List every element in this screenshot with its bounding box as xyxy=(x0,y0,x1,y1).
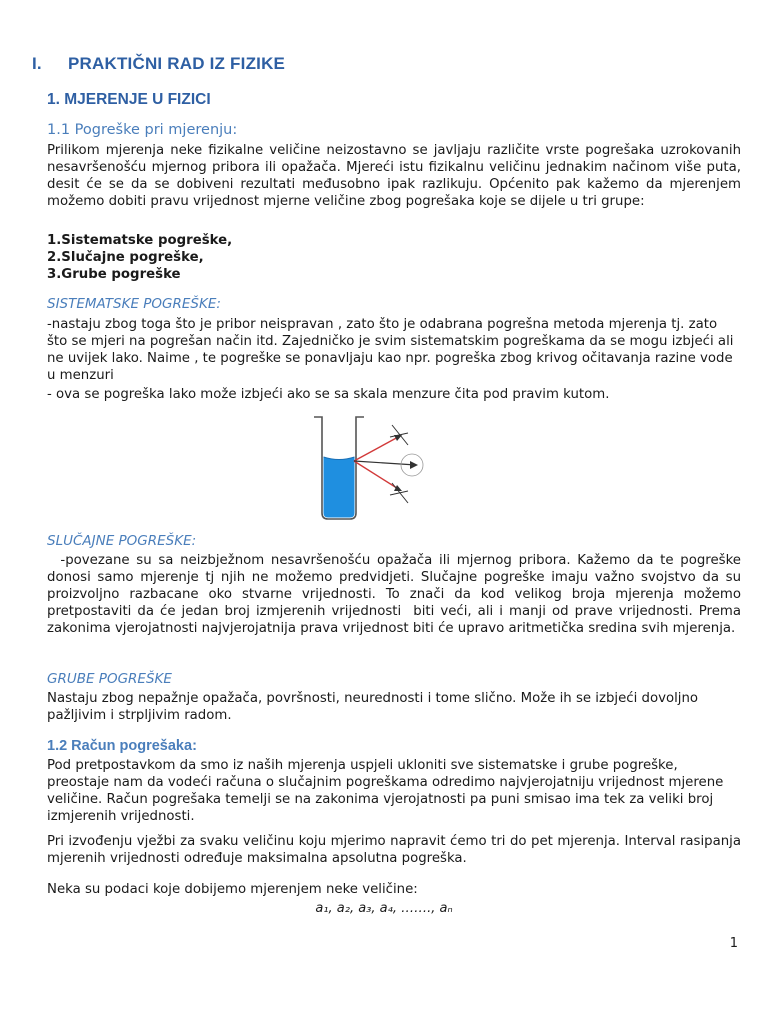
random-title: SLUČAJNE POGREŠKE: xyxy=(47,533,197,549)
graduated-cylinder-figure xyxy=(304,413,426,523)
section-title-1-2: 1.2 Račun pogrešaka: xyxy=(47,738,197,754)
error-groups-list xyxy=(47,232,232,283)
chapter-title: PRAKTIČNI RAD IZ FIZIKE xyxy=(68,54,286,73)
calc-paragraph-3: Neka su podaci koje dobijemo mjerenjem neke veličine: xyxy=(47,882,418,897)
measurement-sequence: a₁, a₂, a₃, a₄, ……., aₙ xyxy=(315,901,453,916)
chapter-number: I. xyxy=(32,54,42,73)
calc-paragraph-2: Pri izvođenju vježbi za svaku veličinu koju mjerimo napravit ćemo tri do pet mjerenja. Interval rasipanja mjerenih vrijednosti određuje maksimalna apsolutna pogreška. xyxy=(47,834,741,866)
chapter-heading xyxy=(32,54,285,74)
systematic-title: SISTEMATSKE POGREŠKE: xyxy=(47,296,221,312)
gross-title: GRUBE POGREŠKE xyxy=(47,671,172,687)
page-number: 1 xyxy=(729,936,738,951)
sight-line-correct xyxy=(354,461,416,465)
section-title-1: 1. MJERENJE U FIZICI xyxy=(47,91,211,108)
systematic-paragraph: -nastaju zbog toga što je pribor neispravan , zato što je odabrana pogrešna metoda mjerenja tj. zato što se mjeri na pogrešan način itd. Zajedničko je svim sistematskim pogreškama da se mogu izbjeći ali ne uvijek lako. Naime , te pogreške se ponavljaju kao npr. pogreška zbog krivog očitavanja razine vode u menzuri xyxy=(47,317,734,383)
list-item: 2.Slučajne pogreške, xyxy=(47,250,204,265)
calc-paragraph-1: Pod pretpostavkom da smo iz naših mjerenja uspjeli ukloniti sve sistematske i grube pogreške, preostaje nam da vodeći računa o slučajnim pogreškama odredimo najvjerojatniju vrijednost mjerene veličine. Račun pogrešaka temelji se na zakonima vjerojatnosti pa puni smisao ima tek za veliki broj izmjerenih vrijednosti. xyxy=(47,758,724,824)
arrow-head xyxy=(410,461,418,469)
list-item: 3.Grube pogreške xyxy=(47,267,181,282)
random-paragraph: -povezane su sa neizbježnom nesavršenošću opažača ili mjernog pribora. Kažemo da te pogreške donosi samo mjerenje tj njih ne možemo predvidjeti. Slučajne pogreške imaju važno svojstvo da su proizvoljno razbacane oko stvarne vrijednosti. To znači da kod velikog broja mjerenja možemo pretpostaviti da će jedan broj izmjerenih vrijednosti biti veći, ali i manji od prave vrijednosti. Prema zakonima vjerojatnosti najvjerojatnija prava vrijednost biti će upravo aritmetička sredina svih mjerenja. xyxy=(47,553,746,636)
intro-paragraph: Prilikom mjerenja neke fizikalne veličine neizostavno se javljaju različite vrste pogrešaka uzrokovanih nesavršenošću mjernog pribora ili opažača. Mjereći istu fizikalnu veličinu jednakim načinom više puta, desit će se da se dobiveni rezultati međusobno ipak razlikuju. Općenito pak kažemo da mjerenjem možemo dobiti pravu vrijednost mjerne veličine zbog pogrešaka koje se dijele u tri grupe: xyxy=(47,143,741,209)
section-title-1-1: 1.1 Pogreške pri mjerenju: xyxy=(47,122,238,138)
list-item: 1.Sistematske pogreške, xyxy=(47,233,233,248)
sight-line-high xyxy=(354,436,400,461)
sight-line-low xyxy=(354,461,400,490)
water-fill xyxy=(324,457,355,518)
systematic-note: - ova se pogreška lako može izbjeći ako se sa skala menzure čita pod pravim kutom. xyxy=(47,387,610,402)
gross-paragraph: Nastaju zbog nepažnje opažača, površnosti, neurednosti i tome slično. Može ih se izbjeći dovoljno pažljivim i strpljivim radom. xyxy=(47,691,699,723)
